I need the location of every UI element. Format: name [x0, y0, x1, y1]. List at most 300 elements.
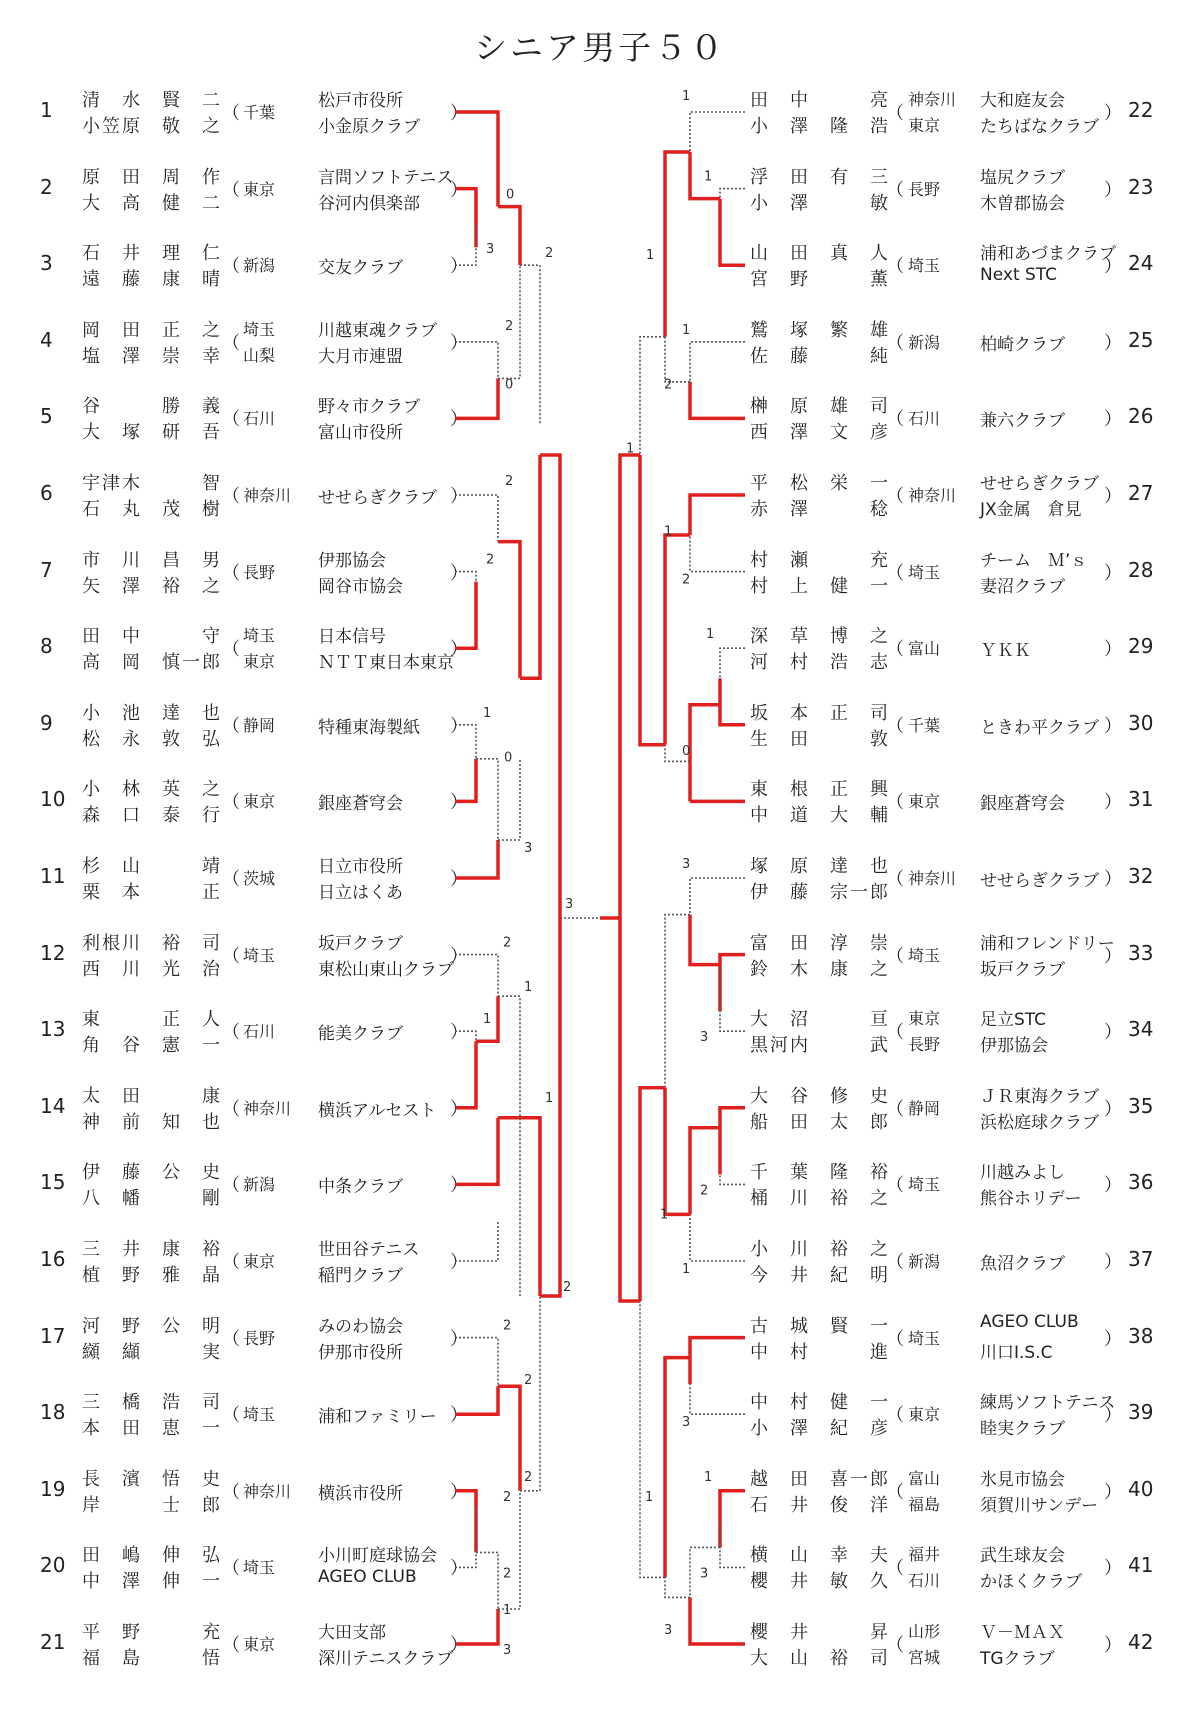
seed-number: 16 [40, 1247, 66, 1271]
seed-number: 10 [40, 787, 66, 812]
match-score: 1 [704, 169, 713, 185]
player-1-name: 原 田 周 作 [82, 166, 222, 188]
club-2: 岡谷市協会 [318, 576, 403, 597]
player-1-name: 田 中 亮 [750, 90, 890, 111]
club-1: 大田支部 [318, 1623, 386, 1643]
player-2-name: 角 谷 憲 一 [82, 1035, 222, 1057]
match-score: 1 [664, 524, 673, 540]
player-2-name: 植 野 雅 晶 [82, 1265, 222, 1286]
match-score: 1 [483, 1012, 492, 1028]
club-2: 木曽郡協会 [980, 193, 1065, 214]
player-1-name: 河 野 公 明 [82, 1315, 222, 1337]
player-1-name: 小 林 英 之 [82, 779, 222, 801]
player-2-name: 塩 澤 崇 幸 [82, 345, 222, 367]
player-1-name: 塚 原 達 也 [750, 856, 890, 877]
seed-number: 35 [1128, 1093, 1154, 1118]
bracket-line [690, 535, 745, 572]
club-1: 銀座蒼穹会 [318, 794, 403, 815]
seed-number: 17 [40, 1323, 66, 1348]
seed-number: 31 [1128, 787, 1154, 812]
open-paren: （ [886, 1252, 904, 1273]
match-score: 3 [664, 1623, 673, 1638]
match-score: 1 [524, 980, 533, 996]
winner-line [620, 455, 640, 918]
player-2-name: 石 丸 茂 樹 [82, 499, 222, 520]
player-1-name: 平 松 栄 一 [750, 473, 890, 494]
open-paren: （ [222, 1252, 240, 1273]
winner-line [455, 189, 476, 248]
club-1: 日立市役所 [318, 857, 403, 877]
prefecture-1: 東京 [908, 1009, 941, 1029]
bracket-line [720, 1521, 745, 1568]
player-1-name: 越 田 喜一郎 [750, 1468, 890, 1490]
match-score: 2 [563, 1280, 572, 1295]
open-paren: （ [886, 945, 904, 967]
seed-number: 37 [1128, 1247, 1154, 1271]
match-score: 1 [682, 322, 691, 338]
player-2-name: 佐 藤 純 [750, 345, 890, 367]
open-paren: （ [222, 1175, 240, 1197]
bracket-line [455, 572, 476, 639]
match-score: 1 [682, 89, 691, 104]
prefecture-1: 埼玉 [908, 1328, 941, 1348]
winner-line [455, 840, 498, 878]
winner-line [455, 1118, 498, 1185]
club-1: Ｖ－ＭＡＸ [980, 1623, 1065, 1643]
winner-line [720, 1108, 745, 1175]
prefecture-1: 石川 [243, 1022, 276, 1042]
close-paren: ） [450, 1098, 468, 1120]
prefecture-2: 福島 [908, 1494, 941, 1514]
match-score: 2 [545, 246, 554, 262]
close-paren: ） [1104, 639, 1122, 661]
club-1: 言問ソフトテニス [318, 167, 454, 188]
club-1: 野々市クラブ [318, 397, 420, 418]
club-2: 睦実クラブ [980, 1419, 1065, 1440]
seed-number: 20 [40, 1553, 66, 1578]
bracket-line [720, 648, 745, 705]
open-paren: （ [222, 1328, 240, 1350]
winner-line [455, 1386, 498, 1414]
winner-line [455, 759, 476, 802]
club-1: 伊那協会 [318, 550, 386, 571]
close-paren: ） [1104, 945, 1122, 967]
seed-number: 33 [1128, 940, 1154, 965]
seed-number: 34 [1128, 1017, 1154, 1042]
close-paren: ） [1104, 1405, 1122, 1427]
match-score: 1 [503, 1603, 512, 1618]
bracket-line [690, 342, 745, 382]
winner-line [720, 678, 745, 725]
winner-line [455, 1609, 498, 1644]
seed-number: 12 [40, 940, 66, 965]
bracket-line [498, 1491, 520, 1609]
close-paren: ） [450, 1252, 468, 1273]
club-2: ＮＴＴ東日本東京 [318, 653, 454, 674]
seed-number: 38 [1128, 1323, 1154, 1348]
club-1: 浦和あづまクラブ [980, 244, 1116, 265]
prefecture-1: 静岡 [908, 1098, 941, 1118]
close-paren: ） [450, 409, 468, 431]
prefecture-1: 神奈川 [908, 869, 957, 888]
winner-line [690, 1128, 720, 1215]
prefecture-2: 東京 [243, 652, 276, 672]
seed-number: 41 [1128, 1553, 1154, 1578]
prefecture-1: 長野 [243, 1328, 276, 1348]
open-paren: （ [886, 179, 904, 201]
player-1-name: 小 池 達 也 [82, 702, 222, 724]
seed-number: 23 [1128, 174, 1154, 199]
bracket-line [690, 878, 745, 915]
seed-number: 7 [40, 557, 53, 582]
player-2-name: 船 田 太 郎 [750, 1111, 890, 1133]
player-1-name: 大 谷 修 史 [750, 1085, 890, 1107]
club-2: Next STC [980, 265, 1058, 286]
club-1: ＹＫＫ [980, 641, 1031, 662]
winner-line [665, 1088, 690, 1215]
prefecture-1: 埼玉 [243, 1405, 276, 1425]
close-paren: ） [450, 639, 468, 661]
player-2-name: 櫻 井 敏 久 [750, 1571, 890, 1593]
open-paren: （ [886, 715, 904, 737]
club-1: 浦和フレンドリー [980, 933, 1115, 954]
club-1: せせらぎクラブ [980, 871, 1099, 891]
player-1-name: 小 川 裕 之 [750, 1239, 890, 1260]
open-paren: （ [886, 792, 904, 814]
seed-number: 29 [1128, 634, 1154, 659]
seed-number: 1 [40, 98, 53, 122]
open-paren: （ [886, 1481, 904, 1503]
club-1: ときわ平クラブ [980, 717, 1099, 738]
winner-line [498, 207, 520, 266]
prefecture-1: 茨城 [243, 869, 276, 888]
club-2: JX金属 倉見 [980, 500, 1082, 520]
bracket-line [720, 965, 745, 1032]
seed-number: 9 [40, 710, 53, 735]
winner-line [665, 1358, 690, 1578]
player-2-name: 小 澤 紀 彦 [750, 1418, 890, 1440]
open-paren: （ [886, 256, 904, 278]
open-paren: （ [222, 1558, 240, 1580]
player-2-name: 高 岡 慎一郎 [82, 652, 222, 674]
prefecture-1: 東京 [243, 1252, 276, 1271]
match-score: 1 [682, 1262, 691, 1277]
close-paren: ） [1104, 409, 1122, 431]
prefecture-1: 長野 [908, 179, 941, 199]
open-paren: （ [222, 1405, 240, 1427]
bracket-line [640, 1301, 665, 1577]
player-2-name: 桶 川 裕 之 [750, 1188, 890, 1210]
close-paren: ） [450, 103, 468, 124]
player-2-name: 森 口 泰 行 [82, 805, 222, 827]
player-1-name: 三 井 康 裕 [82, 1239, 222, 1260]
club-1: 松戸市役所 [318, 91, 403, 111]
bracket-line [720, 189, 745, 246]
match-score: 2 [505, 474, 514, 489]
close-paren: ） [1104, 1558, 1122, 1580]
bracket-line [498, 996, 520, 1296]
prefecture-1: 東京 [908, 1405, 941, 1425]
seed-number: 19 [40, 1476, 66, 1501]
player-2-name: 矢 澤 裕 之 [82, 575, 222, 597]
open-paren: （ [222, 792, 240, 814]
player-1-name: 富 田 淳 崇 [750, 932, 890, 954]
open-paren: （ [222, 639, 240, 661]
seed-number: 4 [40, 327, 53, 352]
close-paren: ） [1104, 332, 1122, 354]
match-score: 3 [682, 857, 691, 872]
close-paren: ） [450, 715, 468, 737]
club-2: 須賀川サンデー [980, 1495, 1099, 1516]
match-score: 1 [483, 705, 492, 721]
player-2-name: 神 前 知 也 [82, 1111, 222, 1133]
match-score: 2 [664, 377, 673, 393]
open-paren: （ [222, 945, 240, 967]
player-2-name: 生 田 敦 [750, 728, 890, 750]
winner-line [665, 152, 690, 337]
match-score: 2 [700, 1183, 709, 1199]
winner-line [455, 582, 476, 649]
winner-line [455, 1041, 476, 1108]
prefecture-1: 埼玉 [243, 319, 276, 339]
player-1-name: 山 田 真 人 [750, 243, 890, 265]
club-1: 横浜市役所 [318, 1483, 403, 1504]
club-2: 伊那市役所 [318, 1342, 403, 1363]
club-1: 兼六クラブ [980, 411, 1065, 432]
bracket-line [455, 725, 476, 792]
close-paren: ） [1104, 1175, 1122, 1197]
open-paren: （ [886, 1635, 904, 1656]
club-2: 坂戸クラブ [980, 959, 1065, 980]
bracket-line [520, 1296, 540, 1491]
match-score: 2 [503, 1318, 512, 1334]
match-score: 2 [524, 1469, 533, 1485]
seed-number: 11 [40, 864, 66, 888]
club-2: 深川テニスクラブ [318, 1649, 454, 1669]
prefecture-1: 富山 [908, 1468, 941, 1488]
club-1: せせらぎクラブ [980, 474, 1099, 494]
seed-number: 27 [1128, 481, 1154, 505]
seed-number: 3 [40, 251, 53, 276]
prefecture-2: 東京 [908, 116, 941, 135]
winner-line [665, 535, 690, 745]
match-score: 1 [545, 1090, 554, 1106]
prefecture-1: 静岡 [243, 715, 276, 735]
seed-number: 14 [40, 1093, 66, 1118]
seed-number: 15 [40, 1170, 66, 1195]
club-2: 稲門クラブ [318, 1266, 403, 1286]
prefecture-1: 埼玉 [243, 1558, 276, 1578]
close-paren: ） [450, 256, 468, 278]
prefecture-2: 長野 [908, 1035, 941, 1055]
open-paren: （ [222, 256, 240, 278]
seed-number: 24 [1128, 251, 1154, 276]
club-2: 浜松庭球クラブ [980, 1112, 1099, 1133]
open-paren: （ [222, 409, 240, 431]
club-1: せせらぎクラブ [318, 488, 437, 508]
open-paren: （ [222, 1635, 240, 1656]
bracket-line [665, 915, 690, 1190]
club-1: チーム Ｍ’ｓ [980, 550, 1088, 571]
club-2: 大月市連盟 [318, 346, 403, 367]
winner-line [690, 915, 720, 965]
seed-number: 2 [40, 174, 53, 199]
match-score: 2 [682, 572, 691, 588]
seed-number: 22 [1128, 98, 1154, 122]
bracket-line [498, 759, 520, 840]
match-score: 0 [506, 187, 515, 203]
club-1: ＪＲ東海クラブ [980, 1086, 1099, 1107]
club-2: 小金原クラブ [318, 117, 420, 137]
seed-number: 36 [1128, 1170, 1154, 1195]
prefecture-1: 神奈川 [908, 486, 957, 505]
seed-number: 13 [40, 1017, 66, 1042]
prefecture-2: 山梨 [243, 345, 276, 365]
bracket-line [476, 1552, 498, 1644]
player-1-name: 横 山 幸 夫 [750, 1545, 890, 1567]
player-1-name: 櫻 井 昇 [750, 1622, 890, 1643]
player-2-name: 鈴 木 康 之 [750, 958, 890, 980]
open-paren: （ [222, 486, 240, 507]
winner-line [690, 382, 745, 419]
club-1: 柏崎クラブ [980, 334, 1065, 355]
close-paren: ） [1104, 792, 1122, 814]
club-1: 能美クラブ [318, 1024, 403, 1045]
close-paren: ） [450, 179, 468, 201]
player-2-name: 纐 纈 実 [82, 1341, 222, 1363]
prefecture-1: 石川 [243, 409, 276, 429]
close-paren: ） [450, 869, 468, 890]
bracket-line [720, 1174, 745, 1184]
prefecture-1: 長野 [243, 562, 276, 582]
club-1: 武生球友会 [980, 1546, 1065, 1567]
winner-line [690, 495, 745, 535]
close-paren: ） [450, 792, 468, 814]
prefecture-1: 新潟 [243, 256, 276, 276]
match-score: 2 [524, 1373, 533, 1389]
player-1-name: 谷 勝 義 [82, 396, 222, 418]
open-paren: （ [886, 639, 904, 661]
player-2-name: 小 澤 隆 浩 [750, 116, 890, 137]
match-score: 3 [486, 242, 495, 258]
open-paren: （ [222, 1098, 240, 1120]
bracket-line [520, 265, 540, 423]
player-1-name: 三 橋 浩 司 [82, 1392, 222, 1414]
bracket-line [476, 759, 498, 840]
match-score: 3 [682, 1415, 691, 1431]
club-1: 魚沼クラブ [980, 1254, 1065, 1274]
winner-line [540, 918, 560, 1296]
prefecture-1: 埼玉 [908, 562, 941, 582]
bracket-line [455, 1338, 498, 1387]
club-1: AGEO CLUB [980, 1311, 1079, 1332]
prefecture-1: 埼玉 [908, 1175, 941, 1195]
prefecture-1: 富山 [908, 639, 941, 659]
player-2-name: 本 田 恵 一 [82, 1418, 222, 1440]
close-paren: ） [1104, 179, 1122, 201]
player-2-name: 黒河内 武 [750, 1035, 890, 1057]
club-1: 足立STC [980, 1010, 1047, 1031]
match-score: 3 [565, 897, 574, 912]
match-score: 1 [660, 1207, 669, 1223]
bracket-line [455, 495, 498, 542]
player-1-name: 大 沼 亘 [750, 1009, 890, 1031]
player-1-name: 宇津木 智 [82, 473, 222, 494]
bracket-line [690, 1384, 745, 1414]
open-paren: （ [886, 1558, 904, 1580]
player-1-name: 伊 藤 公 史 [82, 1162, 222, 1184]
bracket-line [690, 1214, 745, 1261]
prefecture-2: 宮城 [908, 1648, 941, 1667]
open-paren: （ [222, 562, 240, 584]
close-paren: ） [1104, 1252, 1122, 1273]
match-score: 2 [503, 935, 512, 951]
bracket-line [455, 955, 498, 997]
match-score: 2 [503, 1566, 512, 1582]
winner-line [690, 1338, 745, 1385]
close-paren: ） [1104, 1098, 1122, 1120]
open-paren: （ [222, 1022, 240, 1044]
club-2: 妻沼クラブ [980, 576, 1065, 597]
player-1-name: 田 中 守 [82, 626, 222, 648]
player-1-name: 平 野 充 [82, 1622, 222, 1643]
winner-line [690, 705, 720, 802]
winner-line [540, 455, 560, 918]
close-paren: ） [1104, 103, 1122, 124]
player-1-name: 利根川 裕 司 [82, 932, 222, 954]
bracket-line [455, 342, 498, 379]
player-1-name: 長 濱 悟 史 [82, 1468, 222, 1490]
open-paren: （ [886, 562, 904, 584]
bracket-line [640, 337, 665, 455]
player-2-name: 中 道 大 輔 [750, 805, 890, 827]
prefecture-1: 福井 [908, 1545, 941, 1565]
seed-number: 18 [40, 1400, 66, 1425]
winner-line [455, 1491, 476, 1553]
player-1-name: 坂 本 正 司 [750, 702, 890, 724]
player-2-name: 西 川 光 治 [82, 958, 222, 980]
player-2-name: 西 澤 文 彦 [750, 422, 890, 444]
club-2: 富山市役所 [318, 423, 403, 444]
club-1: 氷見市協会 [980, 1469, 1065, 1490]
player-2-name: 中 澤 伸 一 [82, 1571, 222, 1593]
club-1: 交友クラブ [318, 258, 403, 279]
close-paren: ） [450, 1022, 468, 1044]
open-paren: （ [886, 486, 904, 507]
player-2-name: 岸 士 郎 [82, 1494, 222, 1516]
club-2: 東松山東山クラブ [318, 959, 454, 980]
club-2: かほくクラブ [980, 1572, 1082, 1593]
open-paren: （ [886, 1098, 904, 1120]
winner-line [498, 1386, 520, 1491]
page-title: シニア男子５０ [474, 28, 726, 67]
match-score: 2 [486, 552, 495, 568]
winner-line [498, 1118, 540, 1296]
match-score: 1 [626, 441, 635, 457]
club-1: みのわ協会 [318, 1316, 403, 1337]
match-score: 1 [706, 627, 715, 643]
player-1-name: 田 嶋 伸 弘 [82, 1545, 222, 1567]
seed-number: 25 [1128, 327, 1154, 352]
close-paren: ） [450, 1405, 468, 1427]
prefecture-1: 埼玉 [908, 256, 941, 276]
winner-line [720, 1491, 745, 1548]
match-score: 3 [524, 841, 533, 856]
open-paren: （ [222, 332, 240, 354]
club-2: 熊谷ホリデー [980, 1189, 1082, 1210]
open-paren: （ [222, 103, 240, 124]
match-score: 3 [503, 1643, 512, 1658]
